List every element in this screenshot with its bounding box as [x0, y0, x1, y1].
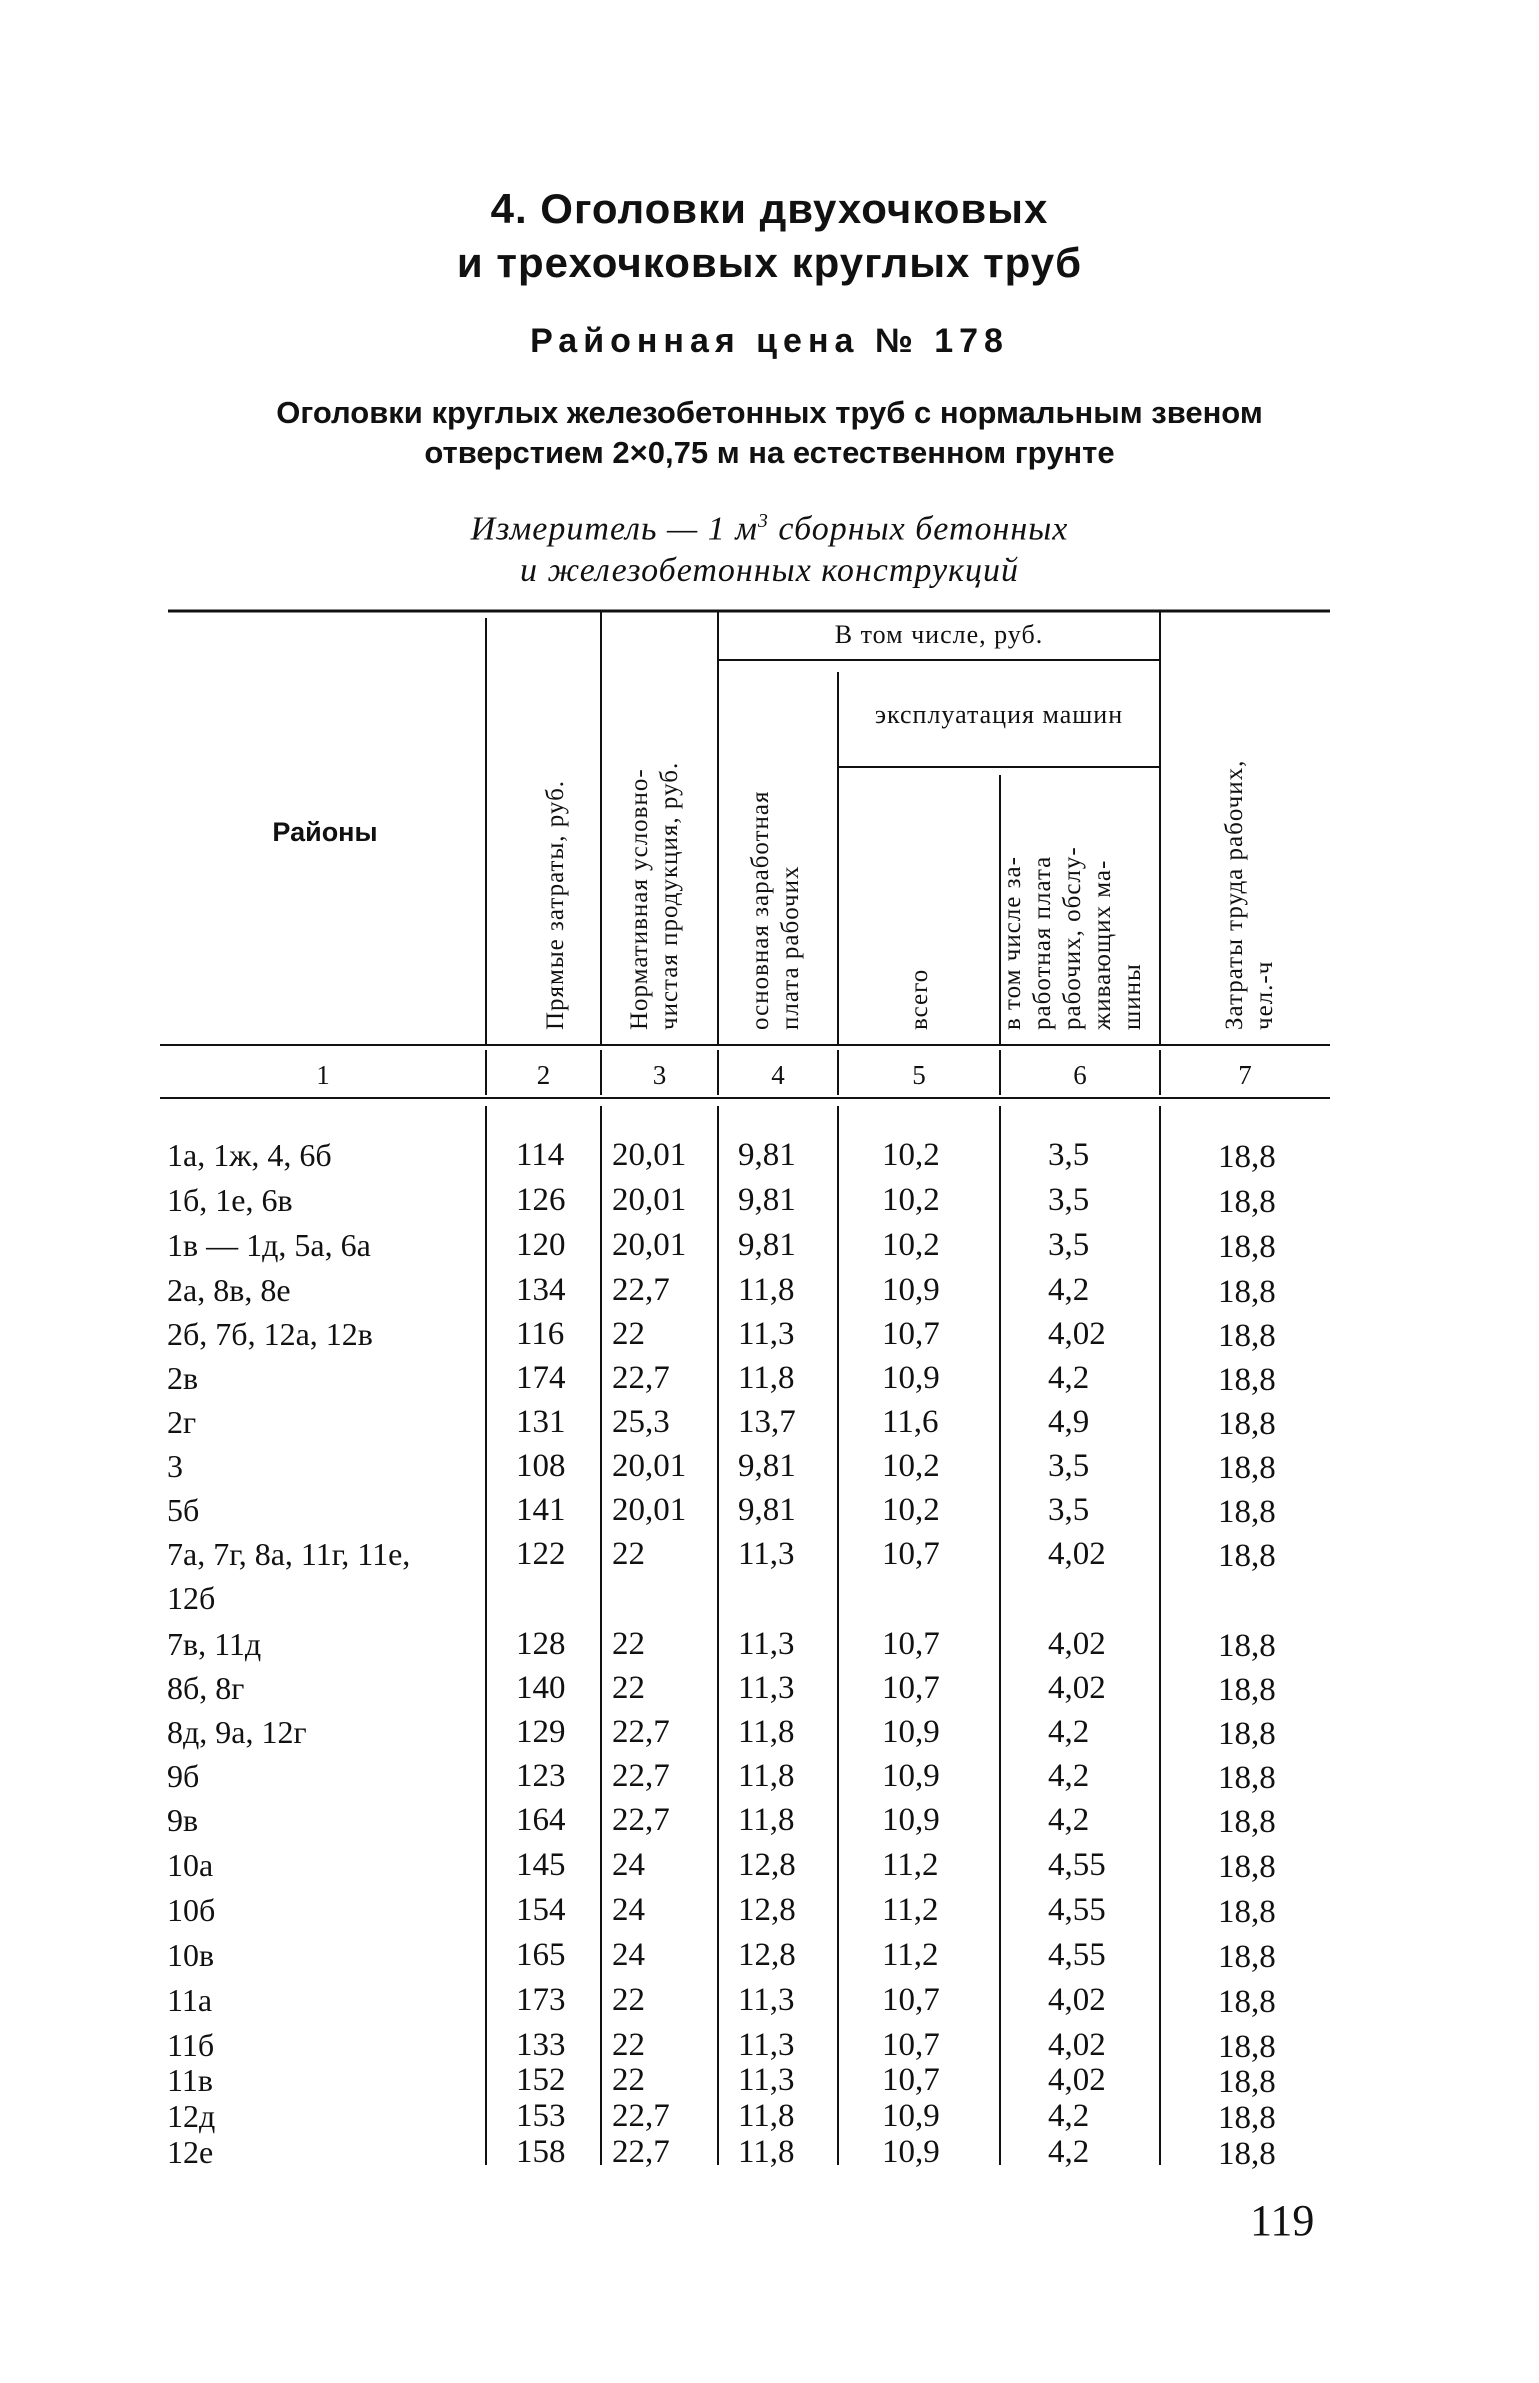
cell-base-wage: 11,8 — [738, 2134, 795, 2170]
cell-machines-total: 10,9 — [882, 1360, 940, 1396]
cell-base-wage: 11,3 — [738, 1670, 795, 1706]
cell-district: 3 — [167, 1448, 183, 1484]
cell-base-wage: 11,8 — [738, 1272, 795, 1308]
cell-machines-total: 10,9 — [882, 1802, 940, 1838]
cell-machines-total: 11,6 — [882, 1404, 939, 1440]
cell-normative-product: 22,7 — [612, 2134, 670, 2170]
cell-machines-wage: 3,5 — [1048, 1182, 1090, 1218]
header-group: В том числе, руб. — [834, 620, 1044, 649]
cell-base-wage: 12,8 — [738, 1892, 796, 1928]
cell-normative-product: 22,7 — [612, 1802, 670, 1838]
cell-machines-total: 10,7 — [882, 1670, 940, 1706]
cell-base-wage: 9,81 — [738, 1227, 796, 1263]
cell-machines-total: 10,9 — [882, 1272, 940, 1308]
cell-base-wage: 11,8 — [738, 1758, 795, 1794]
cell-base-wage: 11,3 — [738, 2027, 795, 2063]
cell-labor: 18,8 — [1218, 1716, 1276, 1752]
cell-base-wage: 11,8 — [738, 1360, 795, 1396]
cell-normative-product: 20,01 — [612, 1227, 687, 1263]
header-machines-total: всего — [906, 968, 933, 1030]
cell-normative-product: 20,01 — [612, 1182, 687, 1218]
cell-normative-product: 22,7 — [612, 1714, 670, 1750]
cell-district: 2б, 7б, 12а, 12в — [167, 1316, 373, 1352]
cell-machines-total: 11,2 — [882, 1937, 939, 1973]
cell-machines-wage: 4,02 — [1048, 1316, 1106, 1352]
cell-machines-total: 10,2 — [882, 1227, 940, 1263]
cell-base-wage: 13,7 — [738, 1404, 796, 1440]
cell-labor: 18,8 — [1218, 1229, 1276, 1265]
cell-base-wage: 11,3 — [738, 2062, 795, 2098]
cell-base-wage: 9,81 — [738, 1448, 796, 1484]
cell-machines-wage: 4,55 — [1048, 1937, 1106, 1973]
cell-direct-costs: 173 — [516, 1982, 566, 2018]
cell-district: 1а, 1ж, 4, 6б — [167, 1137, 332, 1173]
cell-normative-product: 22 — [612, 2027, 645, 2063]
cell-labor: 18,8 — [1218, 2136, 1276, 2172]
unit-of-measure — [0, 500, 1539, 592]
cell-normative-product: 22 — [612, 1670, 645, 1706]
section-title-line1: 4. Оголовки двухочковых — [490, 185, 1049, 232]
cell-machines-total: 10,9 — [882, 1758, 940, 1794]
cell-machines-total: 10,7 — [882, 2062, 940, 2098]
cell-machines-wage: 4,02 — [1048, 2027, 1106, 2063]
cell-direct-costs: 129 — [516, 1714, 566, 1750]
cell-labor: 18,8 — [1218, 1804, 1276, 1840]
cell-district: 8б, 8г — [167, 1670, 245, 1706]
cell-machines-total: 10,2 — [882, 1137, 940, 1173]
unit-of-measure-line2: и железобетонных конструкций — [520, 552, 1019, 590]
cell-direct-costs: 122 — [516, 1536, 566, 1572]
cell-district: 1б, 1е, 6в — [167, 1182, 293, 1218]
cell-labor: 18,8 — [1218, 1939, 1276, 1975]
cell-normative-product: 22,7 — [612, 1272, 670, 1308]
section-title-line2: и трехочковых круглых труб — [456, 239, 1083, 286]
cell-machines-wage: 3,5 — [1048, 1227, 1090, 1263]
cell-direct-costs: 114 — [516, 1137, 565, 1173]
cell-machines-total: 11,2 — [882, 1892, 939, 1928]
cell-machines-wage: 4,02 — [1048, 1982, 1106, 2018]
cell-base-wage: 11,3 — [738, 1626, 795, 1662]
cell-machines-wage: 4,2 — [1048, 1360, 1090, 1396]
table-subtitle-line2: отверстием 2×0,75 м на естественном грунте — [424, 435, 1115, 470]
header-normative-product: Нормативная условно- чистая продукция, руб. — [626, 761, 683, 1030]
cell-district: 12е — [167, 2134, 214, 2170]
table-subtitle — [0, 393, 1539, 473]
cell-machines-wage: 3,5 — [1048, 1492, 1090, 1528]
cell-labor: 18,8 — [1218, 2100, 1276, 2136]
cell-direct-costs: 123 — [516, 1758, 566, 1794]
cell-district: 10а — [167, 1847, 214, 1883]
cell-district-continued: 12б — [167, 1580, 216, 1616]
cell-machines-total: 10,2 — [882, 1492, 940, 1528]
cell-machines-total: 10,7 — [882, 1316, 940, 1352]
cell-normative-product: 24 — [612, 1847, 645, 1883]
header-districts: Районы — [272, 817, 378, 847]
cell-machines-total: 10,7 — [882, 1982, 940, 2018]
cell-normative-product: 22 — [612, 1316, 645, 1352]
cell-machines-total: 10,9 — [882, 2134, 940, 2170]
cell-direct-costs: 108 — [516, 1448, 566, 1484]
cell-labor: 18,8 — [1218, 2029, 1276, 2065]
cell-district: 2г — [167, 1404, 197, 1440]
cell-machines-wage: 4,2 — [1048, 1758, 1090, 1794]
cell-normative-product: 20,01 — [612, 1492, 687, 1528]
cell-labor: 18,8 — [1218, 1494, 1276, 1530]
cell-base-wage: 9,81 — [738, 1137, 796, 1173]
cell-direct-costs: 128 — [516, 1626, 566, 1662]
cell-direct-costs: 126 — [516, 1182, 566, 1218]
cell-district: 7в, 11д — [167, 1626, 262, 1662]
cell-base-wage: 9,81 — [738, 1492, 796, 1528]
cell-machines-wage: 4,02 — [1048, 1536, 1106, 1572]
colnum-6: 6 — [1073, 1060, 1087, 1090]
cell-district: 9в — [167, 1802, 199, 1838]
cell-district: 2в — [167, 1360, 199, 1396]
cell-normative-product: 22 — [612, 1982, 645, 2018]
cell-machines-wage: 3,5 — [1048, 1448, 1090, 1484]
cell-district: 9б — [167, 1758, 200, 1794]
cell-direct-costs: 116 — [516, 1316, 565, 1352]
cell-direct-costs: 158 — [516, 2134, 566, 2170]
page-number: 119 — [1250, 2196, 1315, 2245]
cell-labor: 18,8 — [1218, 1274, 1276, 1310]
cell-district: 11б — [167, 2027, 215, 2063]
cell-direct-costs: 145 — [516, 1847, 566, 1883]
cell-machines-total: 10,9 — [882, 2098, 940, 2134]
table-subtitle-line1: Оголовки круглых железобетонных труб с нормальным звеном — [276, 395, 1263, 430]
cell-district: 8д, 9а, 12г — [167, 1714, 307, 1750]
cell-labor: 18,8 — [1218, 1362, 1276, 1398]
cell-machines-total: 10,7 — [882, 1536, 940, 1572]
unit-suffix: сборных бетонных — [768, 510, 1069, 548]
cell-normative-product: 24 — [612, 1892, 645, 1928]
cell-base-wage: 12,8 — [738, 1847, 796, 1883]
cell-labor: 18,8 — [1218, 2064, 1276, 2100]
header-base-wage: основная заработная плата рабочих — [747, 790, 804, 1030]
cell-machines-wage: 4,02 — [1048, 2062, 1106, 2098]
cell-normative-product: 22,7 — [612, 2098, 670, 2134]
cell-machines-wage: 4,2 — [1048, 2134, 1090, 2170]
cell-base-wage: 11,8 — [738, 1802, 795, 1838]
cell-district: 11в — [167, 2062, 213, 2098]
cell-machines-total: 10,7 — [882, 2027, 940, 2063]
cell-machines-wage: 4,9 — [1048, 1404, 1090, 1440]
cell-machines-wage: 4,2 — [1048, 1272, 1090, 1308]
cell-direct-costs: 133 — [516, 2027, 566, 2063]
cell-machines-wage: 3,5 — [1048, 1137, 1090, 1173]
cell-direct-costs: 152 — [516, 2062, 566, 2098]
colnum-5: 5 — [912, 1060, 926, 1090]
cell-direct-costs: 140 — [516, 1670, 566, 1706]
unit-of-measure-line1 — [0, 500, 1539, 550]
cell-machines-wage: 4,55 — [1048, 1892, 1106, 1928]
cell-direct-costs: 141 — [516, 1492, 566, 1528]
cell-labor: 18,8 — [1218, 1538, 1276, 1574]
cell-district: 10в — [167, 1937, 215, 1973]
cell-normative-product: 20,01 — [612, 1137, 687, 1173]
header-labor: Затраты труда рабочих, чел.-ч — [1221, 759, 1278, 1030]
cell-machines-total: 10,2 — [882, 1182, 940, 1218]
cell-normative-product: 24 — [612, 1937, 645, 1973]
cell-direct-costs: 174 — [516, 1360, 566, 1396]
cell-direct-costs: 165 — [516, 1937, 566, 1973]
cell-labor: 18,8 — [1218, 1184, 1276, 1220]
cell-machines-total: 10,9 — [882, 1714, 940, 1750]
colnum-2: 2 — [536, 1060, 551, 1090]
cell-labor: 18,8 — [1218, 1406, 1276, 1442]
cell-labor: 18,8 — [1218, 1450, 1276, 1486]
colnum-3: 3 — [652, 1060, 667, 1090]
cell-labor: 18,8 — [1218, 1894, 1276, 1930]
cell-machines-total: 10,2 — [882, 1448, 940, 1484]
cell-base-wage: 11,3 — [738, 1982, 795, 2018]
cell-district: 5б — [167, 1492, 200, 1528]
cell-district: 11а — [167, 1982, 213, 2018]
cell-normative-product: 22,7 — [612, 1758, 670, 1794]
cell-normative-product: 22 — [612, 2062, 645, 2098]
cell-district: 10б — [167, 1892, 216, 1928]
cell-normative-product: 22 — [612, 1626, 645, 1662]
unit-superscript: 3 — [757, 510, 769, 532]
cell-direct-costs: 134 — [516, 1272, 566, 1308]
cell-machines-wage: 4,02 — [1048, 1626, 1106, 1662]
cell-machines-total: 10,7 — [882, 1626, 940, 1662]
cell-labor: 18,8 — [1218, 1139, 1276, 1175]
cell-district: 1в — 1д, 5а, 6а — [167, 1227, 371, 1263]
cell-base-wage: 11,3 — [738, 1316, 795, 1352]
cell-labor: 18,8 — [1218, 1672, 1276, 1708]
cell-base-wage: 12,8 — [738, 1937, 796, 1973]
cell-direct-costs: 120 — [516, 1227, 566, 1263]
cell-base-wage: 11,8 — [738, 2098, 795, 2134]
cell-labor: 18,8 — [1218, 1984, 1276, 2020]
cell-labor: 18,8 — [1218, 1849, 1276, 1885]
cell-district: 7а, 7г, 8а, 11г, 11е, — [167, 1536, 411, 1572]
cell-machines-wage: 4,55 — [1048, 1847, 1106, 1883]
cell-base-wage: 11,8 — [738, 1714, 795, 1750]
cell-normative-product: 22 — [612, 1536, 645, 1572]
header-machines-wage: в том числе за- работная плата рабочих, обслу- живающих ма- шины — [999, 846, 1146, 1030]
cell-labor: 18,8 — [1218, 1760, 1276, 1796]
cell-district: 12д — [167, 2098, 216, 2134]
cell-machines-wage: 4,2 — [1048, 1802, 1090, 1838]
cell-direct-costs: 164 — [516, 1802, 566, 1838]
section-title — [0, 182, 1539, 290]
unit-prefix: Измеритель — 1 м — [470, 510, 758, 548]
cell-labor: 18,8 — [1218, 1628, 1276, 1664]
cell-labor: 18,8 — [1218, 1318, 1276, 1354]
cell-machines-wage: 4,02 — [1048, 1670, 1106, 1706]
cell-direct-costs: 154 — [516, 1892, 566, 1928]
cell-machines-total: 11,2 — [882, 1847, 939, 1883]
header-subgroup: эксплуатация машин — [874, 700, 1124, 729]
colnum-4: 4 — [771, 1060, 785, 1090]
cell-district: 2а, 8в, 8е — [167, 1272, 291, 1308]
cell-direct-costs: 153 — [516, 2098, 566, 2134]
cell-normative-product: 22,7 — [612, 1360, 670, 1396]
cell-machines-wage: 4,2 — [1048, 2098, 1090, 2134]
price-label: Районная цена № 178 — [530, 322, 1009, 360]
colnum-1: 1 — [316, 1060, 330, 1090]
cell-normative-product: 20,01 — [612, 1448, 687, 1484]
cell-machines-wage: 4,2 — [1048, 1714, 1090, 1750]
colnum-7: 7 — [1238, 1060, 1252, 1090]
cell-base-wage: 11,3 — [738, 1536, 795, 1572]
cell-base-wage: 9,81 — [738, 1182, 796, 1218]
header-direct-costs: Прямые затраты, руб. — [542, 779, 569, 1030]
cell-direct-costs: 131 — [516, 1404, 566, 1440]
cell-normative-product: 25,3 — [612, 1404, 670, 1440]
